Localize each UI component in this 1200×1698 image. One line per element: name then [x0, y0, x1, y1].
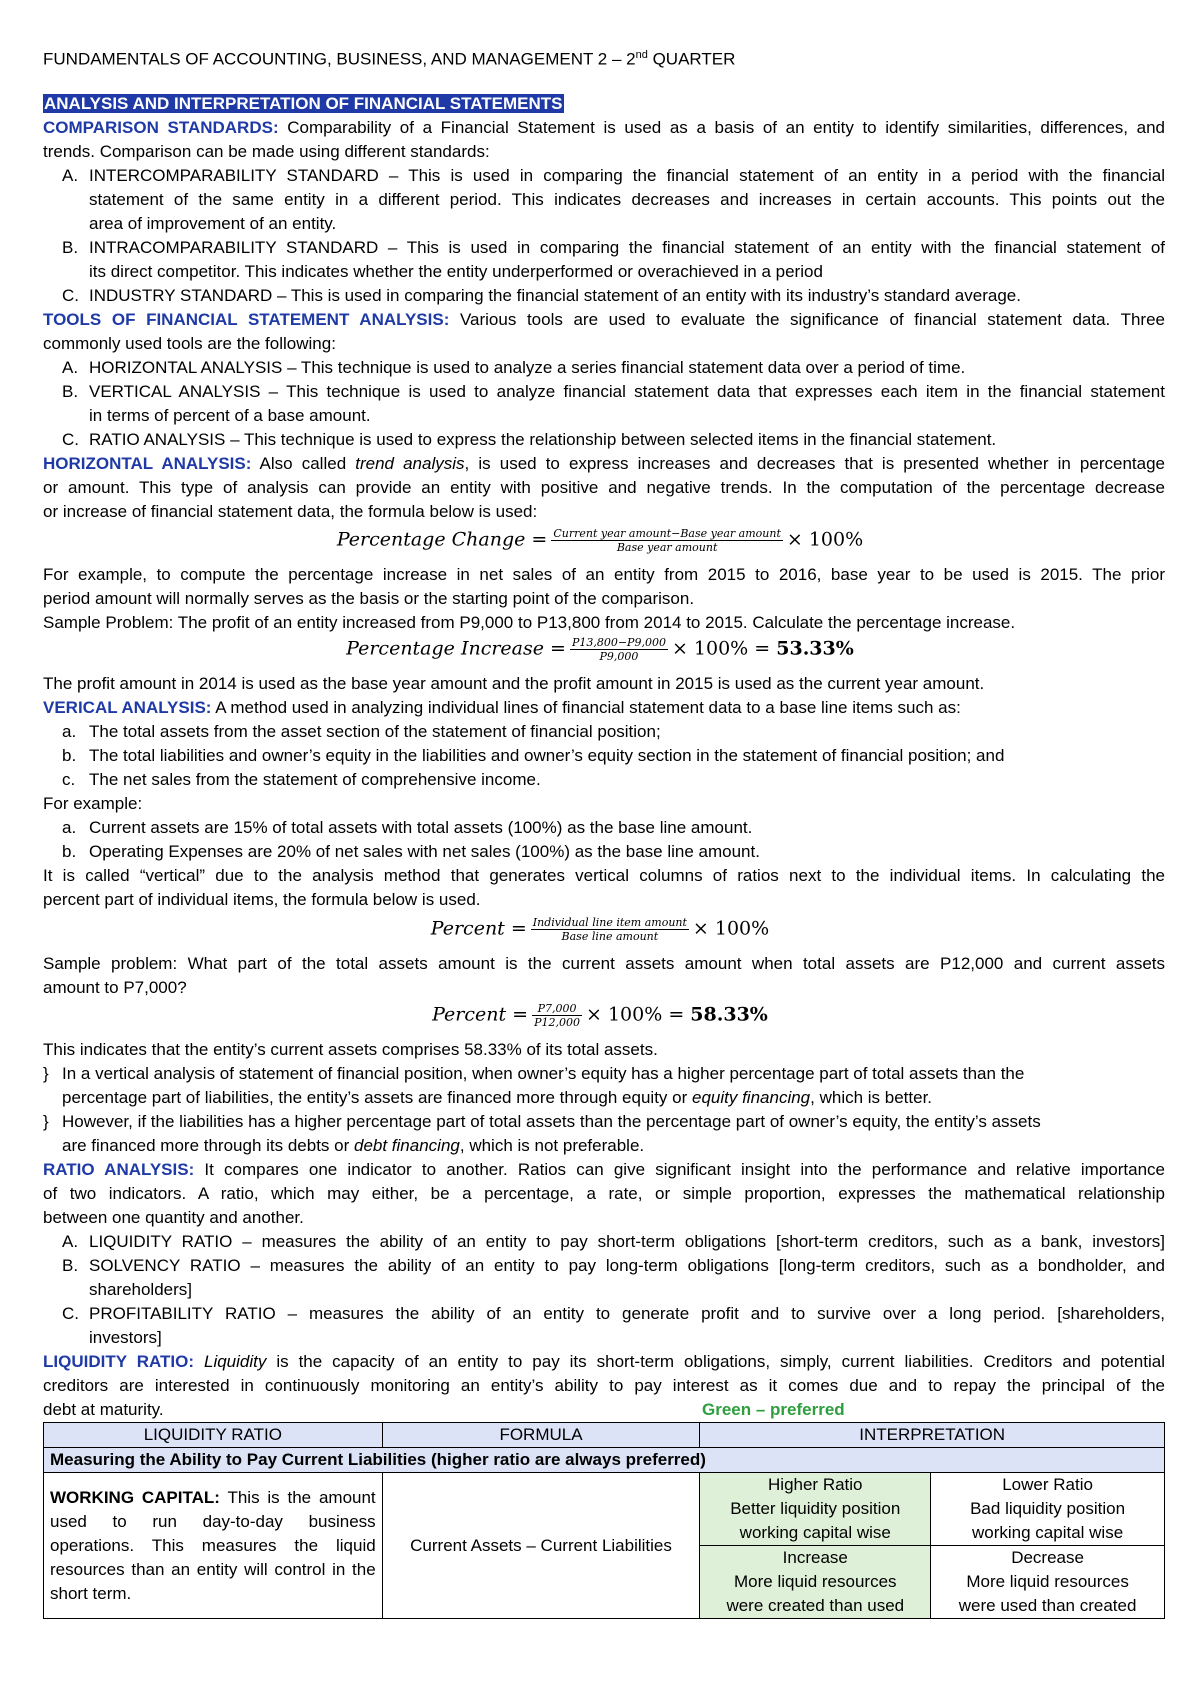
vertical-example-b: b. Operating Expenses are 20% of net sales with net sales (100%) as the base line amount. [62, 842, 760, 861]
horizontal-intro-line1: HORIZONTAL ANALYSIS: Also called trend analysis, is used to express increases and decreases that is presented whether in percentage [43, 454, 1165, 473]
tools-item-c: C. RATIO ANALYSIS – This technique is used to express the relationship between selected items in the financial statement. [62, 430, 997, 449]
formula-fraction: $\frac{\text{Current year amount−Base year amount}}{\text{Base year amount}}$ [553, 527, 781, 554]
vertical-for-example: For example: [43, 794, 143, 813]
liquidity-ratio-table [43, 1422, 1165, 1619]
bullet-marker: } [43, 1112, 49, 1131]
header-liquidity-ratio: LIQUIDITY RATIO [44, 1423, 383, 1448]
ratio-intro-line3: between one quantity and another. [43, 1208, 304, 1227]
ratio-intro-line2: of two indicators. A ratio, which may either, be a percentage, a rate, or simple proportion, expresses the mathematical relationship [43, 1184, 1165, 1203]
section-title: ANALYSIS AND INTERPRETATION OF FINANCIAL STATEMENTS [44, 94, 563, 113]
comparison-intro-line1: COMPARISON STANDARDS: Comparability of a Financial Statement is used as a basis of an entity to identify similarities, differences, and [43, 118, 1165, 137]
ratio-item-c-line2: investors] [89, 1328, 162, 1347]
liquidity-intro-line3: debt at maturity. [43, 1400, 164, 1419]
vertical-bullet-2-line2: are financed more through its debts or debt financing, which is not preferable. [62, 1136, 645, 1155]
bullet-marker: } [43, 1064, 49, 1083]
vertical-sample-line2: amount to P7,000? [43, 978, 187, 997]
tools-item-b: B. VERTICAL ANALYSIS – This technique is used to analyze financial statement data that expresses each item in the financial statement [62, 382, 1165, 401]
vertical-item-c: c. The net sales from the statement of comprehensive income. [62, 770, 541, 789]
vertical-bullet-1: } In a vertical analysis of statement of financial position, when owner’s equity has a higher percentage part of total assets than the [43, 1062, 1165, 1086]
decrease-cell: Decrease More liquid resources were used than created [931, 1546, 1165, 1619]
ratio-item-b-line2: shareholders] [89, 1280, 193, 1299]
ratio-label: RATIO ANALYSIS: [43, 1160, 195, 1179]
legend-green-preferred: Green – preferred [702, 1400, 845, 1419]
ratio-item-a: A. LIQUIDITY RATIO – measures the ability of an entity to pay short-term obligations [short-term creditors, such as a bank, investors] [62, 1232, 1165, 1251]
liquidity-label: LIQUIDITY RATIO: [43, 1352, 194, 1371]
vertical-called-line2: percent part of individual items, the formula below is used. [43, 890, 481, 909]
vertical-sample-line1: Sample problem: What part of the total assets amount is the current assets amount when total assets are P12,000 and current assets [43, 954, 1165, 973]
horizontal-label: HORIZONTAL ANALYSIS: [43, 454, 252, 473]
vertical-label: VERICAL ANALYSIS: [43, 698, 212, 717]
vertical-intro: VERICAL ANALYSIS: A method used in analyzing individual lines of financial statement data to a base line items such as: [43, 698, 961, 717]
tools-item-a: A. HORIZONTAL ANALYSIS – This technique is used to analyze a series financial statement data over a period of time. [62, 358, 966, 377]
horizontal-intro-line2: or amount. This type of analysis can provide an entity with positive and negative trends. In the computation of the percentage decrease [43, 478, 1165, 497]
horizontal-example-line1: For example, to compute the percentage increase in net sales of an entity from 2015 to 2016, base year to be used is 2015. The prior [43, 565, 1165, 584]
percent-fraction: $\frac{\text{Individual line item amount}}{\text{Base line amount}}$ [532, 916, 687, 943]
vertical-item-a: a. The total assets from the asset section of the statement of financial position; [62, 722, 661, 741]
vertical-bullet-1-line2: percentage part of liabilities, the entity’s assets are financed more through equity or equity financing, which is better. [62, 1088, 933, 1107]
table-subheader-row [44, 1448, 1165, 1473]
comparison-item-c: C. INDUSTRY STANDARD – This is used in comparing the financial statement of an entity with its industry’s standard average. [62, 286, 1021, 305]
comparison-label: COMPARISON STANDARDS: [43, 118, 279, 137]
tools-item-b-line2: in terms of percent of a base amount. [89, 406, 371, 425]
header-formula: FORMULA [382, 1423, 700, 1448]
increase-cell: Increase More liquid resources were created than used [700, 1546, 931, 1619]
vertical-called-line1: It is called “vertical” due to the analysis method that generates vertical columns of ratios next to the individual items. In calculating the [43, 866, 1165, 885]
tools-intro-line1: TOOLS OF FINANCIAL STATEMENT ANALYSIS: Various tools are used to evaluate the significance of financial statement data. Three [43, 310, 1165, 329]
working-capital-formula: Current Assets – Current Liabilities [382, 1473, 700, 1619]
lower-ratio-cell: Lower Ratio Bad liquidity position working capital wise [931, 1473, 1165, 1546]
higher-ratio-cell: Higher Ratio Better liquidity position working capital wise [700, 1473, 931, 1546]
comparison-item-b-line2: its direct competitor. This indicates whether the entity underperformed or overachieved in a period [89, 262, 823, 281]
horizontal-example-line2: period amount will normally serves as the basis or the starting point of the comparison. [43, 589, 695, 608]
percentage-increase-formula: Percentage Increase = $\frac{P13,800-P9,000}{P9,000}$ × 100% = 53.33% [346, 636, 854, 663]
sample-fraction: $\frac{P13,800-P9,000}{P9,000}$ [571, 636, 666, 663]
horizontal-after-text: The profit amount in 2014 is used as the base year amount and the profit amount in 2015 is used as the current year amount. [43, 674, 985, 693]
tools-intro-line2: commonly used tools are the following: [43, 334, 336, 353]
subheader-current-liabilities: Measuring the Ability to Pay Current Liabilities (higher ratio are always preferred) [44, 1448, 1165, 1473]
document-header: FUNDAMENTALS OF ACCOUNTING, BUSINESS, AND MANAGEMENT 2 – 2nd QUARTER [43, 49, 736, 69]
comparison-item-b: B. INTRACOMPARABILITY STANDARD – This is used in comparing the financial statement of an entity with the financial statement of [62, 238, 1165, 257]
horizontal-intro-line3: or increase of financial statement data, the formula below is used: [43, 502, 538, 521]
ratio-intro-line1: RATIO ANALYSIS: It compares one indicator to another. Ratios can give significant insight into the performance and relative importance [43, 1160, 1165, 1179]
working-capital-description: WORKING CAPITAL: This is the amount used to run day-to-day business operations. This measures the liquid resources than an entity will control in the short term. [44, 1473, 383, 1619]
liquidity-intro-line2: creditors are interested in continuously monitoring an entity’s ability to pay interest as it comes due and to repay the principal of the [43, 1376, 1165, 1395]
comparison-item-a-line2: statement of the same entity in a different period. This indicates decreases and increases in certain accounts. This points out the [89, 190, 1165, 209]
vertical-example-a: a. Current assets are 15% of total assets with total assets (100%) as the base line amount. [62, 818, 753, 837]
vertical-bullet-2: } However, if the liabilities has a higher percentage part of total assets than the percentage part of owner’s equity, the entity’s assets [43, 1110, 1165, 1134]
percent-formula: Percent = $\frac{\text{Individual line item amount}}{\text{Base line amount}}$ × 100% [430, 916, 770, 943]
percent-sample-formula: Percent = $\frac{P7,000}{P12,000}$ × 100% = 58.33% [432, 1002, 768, 1029]
horizontal-sample-problem: Sample Problem: The profit of an entity increased from P9,000 to P13,800 from 2014 to 2015. Calculate the percentage increase. [43, 613, 1016, 632]
comparison-item-a: A. INTERCOMPARABILITY STANDARD – This is used in comparing the financial statement of an entity in a period with the financial [62, 166, 1165, 185]
vertical-item-b: b. The total liabilities and owner’s equity in the liabilities and owner’s equity section in the statement of financial position; and [62, 746, 1005, 765]
percent-sample-fraction: $\frac{P7,000}{P12,000}$ [534, 1002, 580, 1029]
liquidity-intro-line1: LIQUIDITY RATIO: Liquidity is the capacity of an entity to pay its short-term obligations, simply, current liabilities. Creditors and potential [43, 1352, 1165, 1371]
table-row [44, 1473, 1165, 1546]
header-interpretation: INTERPRETATION [700, 1423, 1165, 1448]
vertical-indicates: This indicates that the entity’s current assets comprises 58.33% of its total assets. [43, 1040, 658, 1059]
ratio-item-c: C. PROFITABILITY RATIO – measures the ability of an entity to generate profit and to survive over a long period. [shareholders, [62, 1304, 1165, 1323]
ratio-item-b: B. SOLVENCY RATIO – measures the ability of an entity to pay long-term obligations [long-term creditors, such as a bondholder, and [62, 1256, 1165, 1275]
comparison-item-a-line3: area of improvement of an entity. [89, 214, 337, 233]
tools-label: TOOLS OF FINANCIAL STATEMENT ANALYSIS: [43, 310, 450, 329]
table-header-row [44, 1423, 1165, 1448]
comparison-intro-line2: trends. Comparison can be made using different standards: [43, 142, 490, 161]
percentage-change-formula: Percentage Change = $\frac{\text{Current year amount−Base year amount}}{\text{Base year amount}}$ × 100% [336, 527, 864, 554]
